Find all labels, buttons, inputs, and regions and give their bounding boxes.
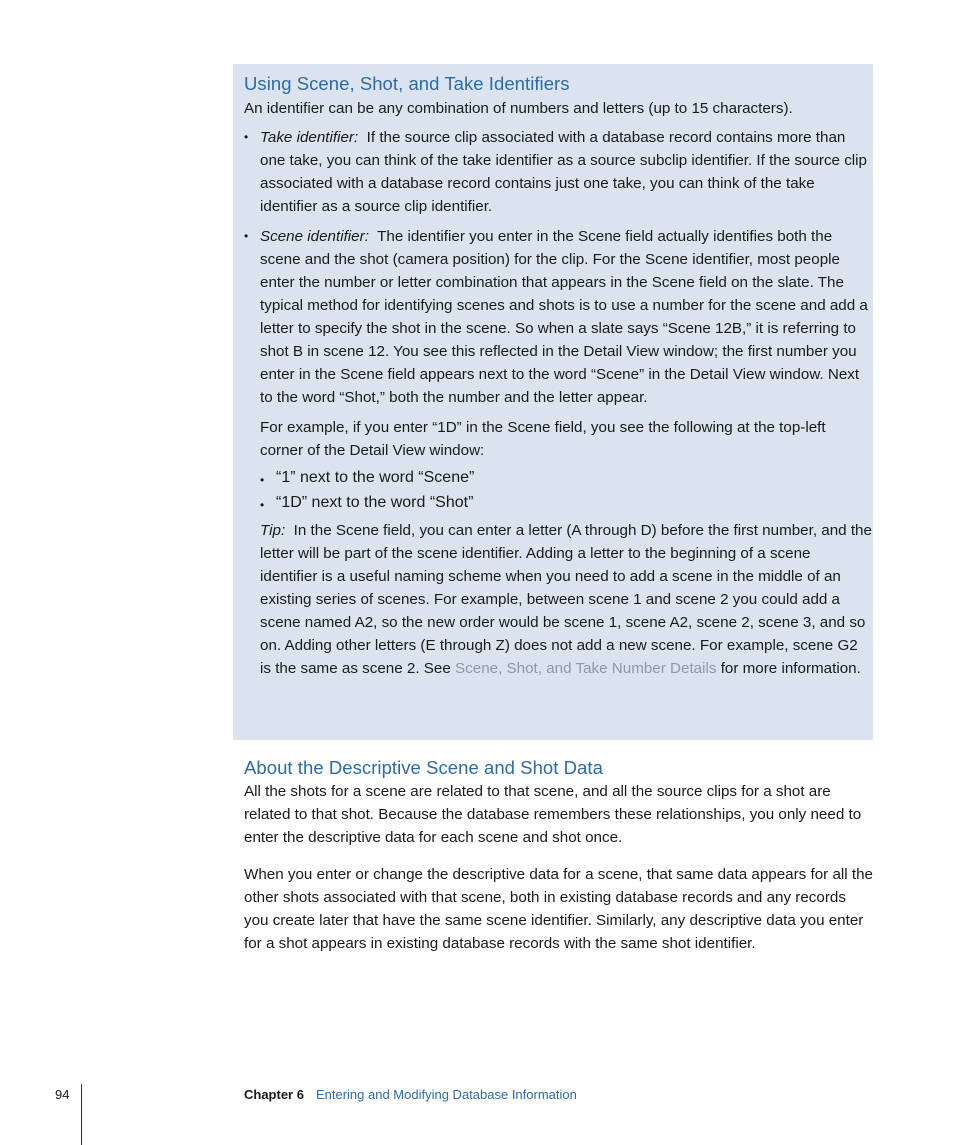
chapter-title: Entering and Modifying Database Information: [315, 1087, 577, 1102]
term-text: If the source clip associated with a database record contains more than one take, you can think of the take identifier as a source subclip identifier. If the source clip associated with a database record contains just one take, you can think of the take identifier as a source clip identifier.: [260, 129, 868, 215]
bullet-icon: •: [260, 498, 265, 512]
bullet-icon: •: [260, 473, 265, 487]
section-heading: About the Descriptive Scene and Shot Data: [244, 757, 603, 778]
list-item: [244, 225, 872, 680]
example-list: [260, 469, 872, 512]
tip-paragraph: [260, 519, 872, 680]
identifier-list: [244, 126, 872, 680]
example-paragraph: For example, if you enter “1D” in the Scene field, you see the following at the top-left corner of the Detail View window:: [260, 419, 826, 459]
body-paragraph: When you enter or change the descriptive data for a scene, that same data appears for all the other shots associated with that scene, both in existing database records and any records you create later that have the same scene identifier. Similarly, any descriptive data you enter for a shot appears in existing database records with the same shot identifier.: [244, 866, 873, 952]
intro-paragraph: An identifier can be any combination of numbers and letters (up to 15 characters).: [244, 100, 793, 117]
bullet-icon: •: [244, 229, 249, 243]
sub-bullet-text: “1” next to the word “Scene”: [276, 469, 475, 486]
section-heading: Using Scene, Shot, and Take Identifiers: [244, 73, 570, 94]
bullet-icon: •: [244, 130, 249, 144]
chapter-label: Chapter 6: [244, 1087, 304, 1102]
sub-bullet-text: “1D” next to the word “Shot”: [276, 494, 474, 511]
cross-reference-link[interactable]: Scene, Shot, and Take Number Details: [455, 660, 717, 677]
term-label: Take identifier:: [260, 129, 359, 146]
list-item: [260, 494, 872, 512]
term-text: The identifier you enter in the Scene field actually identifies both the scene and the shot (camera position) for the clip. For the Scene identifier, most people enter the number or letter combination that appears in the Scene field on the slate. The typical method for identifying scenes and shots is to use a number for the scene and add a letter to specify the shot in the scene. So when a slate says “Scene 12B,” it is referring to shot B in scene 12. You see this reflected in the Detail View window; the first number you enter in the Scene field appears next to the word “Scene” in the Detail View window. Next to the word “Shot,” both the number and the letter appear.: [260, 228, 868, 406]
page-number: 94: [55, 1087, 70, 1102]
term-label: Scene identifier:: [260, 228, 369, 245]
list-item: [244, 126, 872, 218]
tip-label: Tip:: [260, 522, 286, 539]
section-identifiers: [244, 72, 872, 687]
body-paragraph: All the shots for a scene are related to that scene, and all the source clips for a shot are related to that shot. Because the database remembers these relationships, you only need to enter the descriptive data for each scene and shot once.: [244, 783, 862, 846]
list-item: [260, 469, 872, 487]
tip-tail: for more information.: [720, 660, 861, 677]
footer-chapter: [244, 1087, 577, 1102]
footer-divider: [81, 1084, 82, 1145]
tip-text: In the Scene field, you can enter a letter (A through D) before the first number, and the letter will be part of the scene identifier. Adding a letter to the beginning of a scene identifier is a useful naming scheme when you need to add a scene in the middle of an existing series of scenes. For example, between scene 1 and scene 2 you could add a scene named A2, so the new order would be scene 1, scene A2, scene 2, scene 3, and so on. Adding other letters (E through Z) does not add a new scene. For example, scene G2 is the same as scene 2. See: [260, 522, 872, 677]
section-descriptive-data: [244, 756, 874, 955]
